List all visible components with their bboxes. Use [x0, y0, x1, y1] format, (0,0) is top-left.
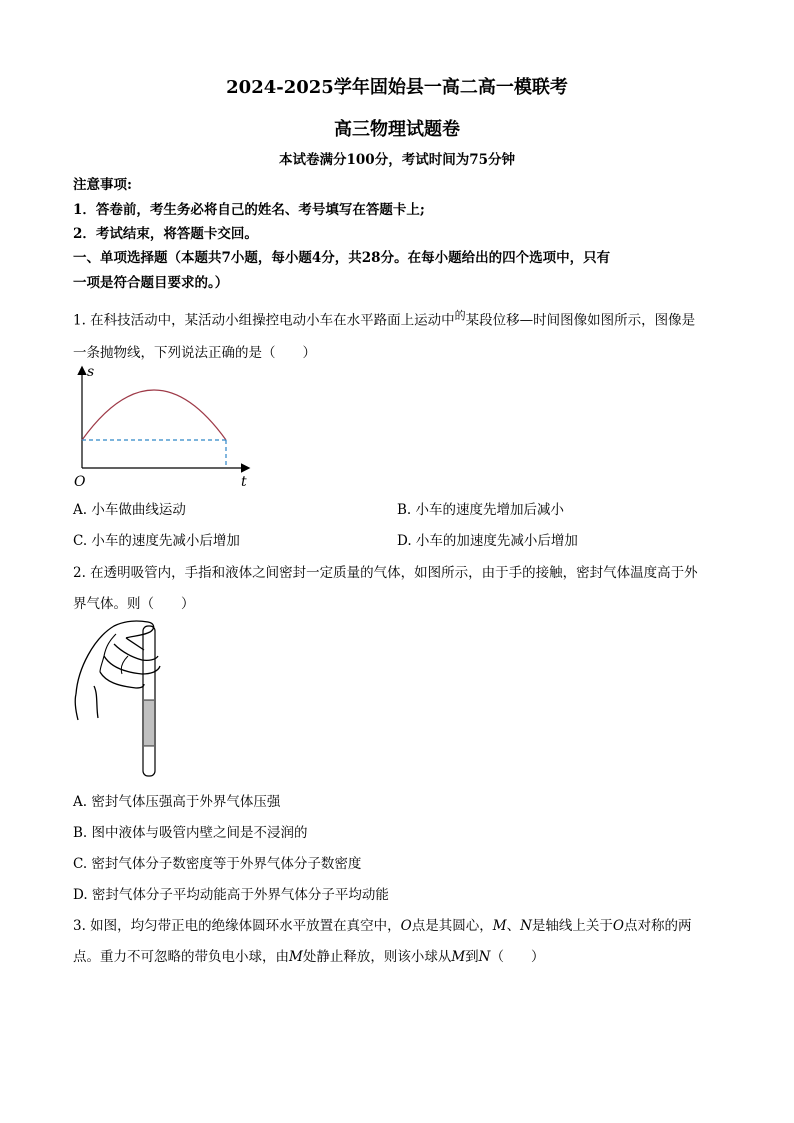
q2-line2: 界气体。则（ ） — [73, 596, 195, 612]
q1-option-b: B. 小车的速度先增加后减小 — [397, 502, 565, 518]
notice-item-2: 2．考试结束，将答题卡交回。 — [73, 226, 258, 242]
q3-symbol-m3: M — [451, 949, 466, 965]
q3-text-3: 是轴线上关于 — [531, 918, 613, 934]
exam-subtitle: 高三物理试题卷 — [334, 119, 460, 140]
section1-line1: 一、单项选择题（本题共7小题，每小题4分，共28分。在每小题给出的四个选项中，只有 — [73, 250, 611, 266]
exam-title: 2024-2025学年固始县一高二高一模联考 — [226, 77, 568, 98]
q1-text-sup: 的 — [454, 309, 466, 322]
section1-line2: 一项是符合题目要求的。） — [73, 275, 229, 291]
q1-line1 — [73, 307, 695, 329]
q3-text-6: 处静止释放，则该小球从 — [302, 949, 452, 965]
x-axis-label: t — [241, 474, 247, 490]
q1-option-d: D. 小车的加速度先减小后增加 — [397, 533, 578, 549]
q2-option-d: D. 密封气体分子平均动能高于外界气体分子平均动能 — [73, 887, 389, 903]
notice-heading: 注意事项: — [73, 177, 132, 193]
notice-item-1: 1．答卷前，考生务必将自己的姓名、考号填写在答题卡上; — [73, 202, 425, 218]
q1-figure-graph — [70, 362, 260, 492]
parabola-curve — [82, 390, 226, 440]
q3-symbol-o: O — [400, 918, 412, 934]
q2-line1: 2. 在透明吸管内，手指和液体之间密封一定质量的气体，如图所示，由于手的接触，密封气体温度高于外 — [73, 565, 698, 581]
liquid-column — [144, 700, 154, 746]
q1-text-b: 某段位移—时间图像如图所示，图像是 — [465, 312, 696, 329]
q3-text-1: 3. 如图，均匀带正电的绝缘体圆环水平放置在真空中， — [73, 918, 401, 934]
q3-text-5: 点。重力不可忽略的带负电小球，由 — [73, 949, 289, 965]
q3-sep: 、 — [506, 918, 521, 934]
q2-figure-hand-straw — [70, 616, 170, 778]
q3-text-4: 点对称的两 — [623, 918, 692, 934]
q1-text-a: 1. 在科技活动中，某活动小组操控电动小车在水平路面上运动中 — [73, 312, 455, 329]
q2-option-c: C. 密封气体分子数密度等于外界气体分子数密度 — [73, 856, 362, 872]
y-axis-label: s — [87, 364, 95, 380]
origin-label: O — [74, 474, 86, 490]
q1-line2: 一条抛物线，下列说法正确的是（ ） — [73, 345, 316, 361]
q1-option-a: A. 小车做曲线运动 — [73, 502, 186, 518]
q3-text-2: 点是其圆心， — [411, 918, 493, 934]
q3-symbol-m: M — [492, 918, 507, 934]
q3-line2 — [73, 945, 544, 965]
q3-text-8: （ ） — [490, 949, 545, 965]
q3-text-7: 到 — [465, 949, 479, 965]
q2-option-b: B. 图中液体与吸管内壁之间是不浸润的 — [73, 825, 308, 841]
q2-option-a: A. 密封气体压强高于外界气体压强 — [73, 794, 281, 810]
exam-info: 本试卷满分100分，考试时间为75分钟 — [279, 152, 515, 168]
q3-symbol-n2: N — [478, 949, 491, 965]
q3-symbol-o2: O — [612, 918, 624, 934]
q3-symbol-n: N — [520, 918, 532, 934]
q3-symbol-m2: M — [289, 949, 303, 965]
q1-option-c: C. 小车的速度先减小后增加 — [73, 533, 240, 549]
q3-line1 — [73, 914, 691, 934]
